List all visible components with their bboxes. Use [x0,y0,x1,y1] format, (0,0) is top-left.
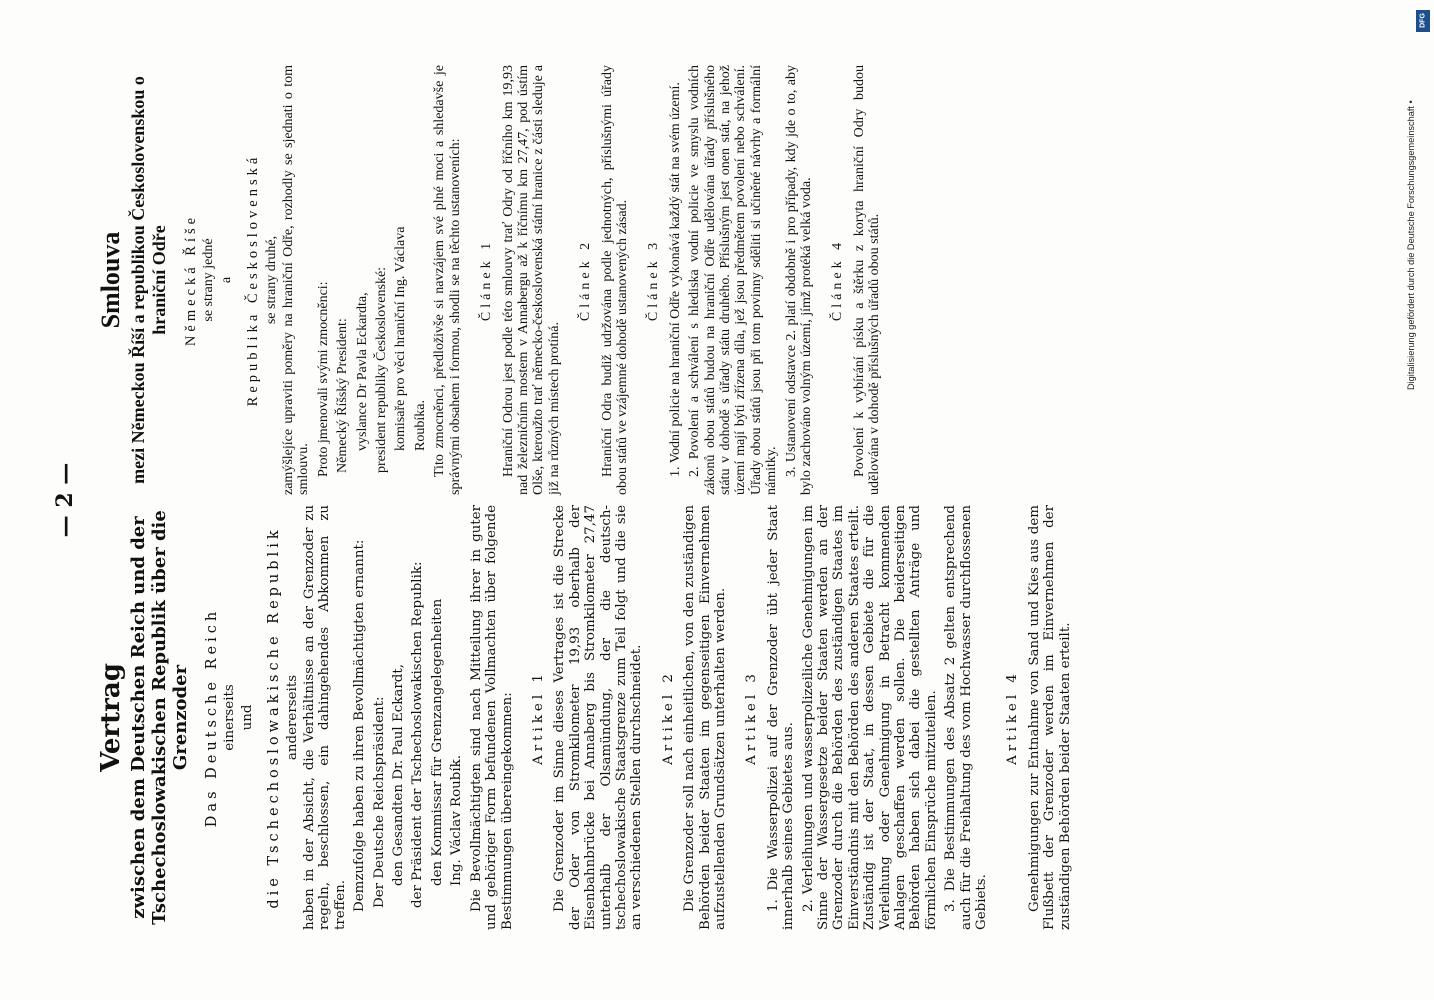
de-title: Vertrag [96,663,126,772]
de-and: und [239,704,255,731]
dfg-logo: DFG [1416,10,1430,32]
cs-article1-text: Hraniční Odrou jest podle této smlouvy trať Odry od říčního km 19,93 nad železničním mostem v Annabergu až k říčnímu km 27,47, pod ústím Olše, kteroužto trať německo-československá státní hranice z části sleduje a již na různých místech protíná. [500,65,562,495]
cs-cs-representative-2: Roubíka. [412,400,428,451]
de-party1-side: einerseits [222,684,238,751]
cs-article3-heading: Článek 3 [646,238,662,322]
cs-article2-text: Hraniční Odra budiž udržována podle jednotných, příslušnými úřady obou států ve vzájemné dohodě ustanovených zásad. [599,65,630,495]
de-subtitle: zwischen dem Deutschen Reich und der Tschechoslowakischen Republik über die Grenzoder [128,510,191,925]
de-reich-president: Der Deutsche Reichspräsident: [371,696,387,908]
de-party1: Das Deutsche Reich [204,607,220,828]
cs-party1: Německá Říše [183,213,199,347]
de-cs-representative-2: Ing. Václav Roubík. [449,754,465,886]
de-article3-para2: 2. Verleihungen und wasserpolizeiliche Genehmigungen im Sinne der Wassergesetze beider Staaten werden an der Grenzoder durch die Behörden des zuständigen Staates im Einverständnis mit den Behörden des anderen Staates erteilt. Zuständig ist der Staat, in dessen Gebiete die für die Verleihung oder Genehmigung in Betracht kommenden Anlagen geschaffen werden sollen. Die beiderseitigen Behörden haben sich dabei die gestellten Anträge und förmlichen Einsprüche mitzuteilen. [800,505,939,930]
de-article2-heading: Artikel 2 [660,670,676,765]
de-reich-representative: den Gesandten Dr. Paul Eckardt, [391,664,407,886]
de-article1-heading: Artikel 1 [530,670,546,765]
de-article3-para1: 1. Die Wasserpolizei auf der Grenzoder übt jeder Staat innerhalb seines Gebietes aus. [765,505,797,930]
cs-article3-para3: 3. Ustanovení odstavce 2. platí obdobně i pro případy, kdy jde o to, aby bylo zachováno volným území, jímž protéká velká voda. [783,65,814,495]
cs-party1-side: se strany jedné [201,238,217,322]
de-article2-text: Die Grenzoder soll nach einheitlichen, von den zuständigen Behörden beider Staaten im gegenseitigen Einvernehmen aufzustellenden Grundsätzen unterhalten werden. [682,505,728,930]
cs-reich-president: Německý Říšský President: [335,318,351,473]
cs-article3-para1: 1. Vodní policie na hraniční Odře vykonává každý stát na svém území. [667,82,683,477]
cs-title: Smlouva [96,231,125,329]
cs-intro: zamýšlejíce upraviti poměry na hraniční Odře, rozhodly se sjednati o tom smlouvu. [281,65,312,495]
cs-cs-president: president republiky Československé: [374,266,390,473]
cs-proto: Proto jmenovali svými zmocněnci: [315,281,331,477]
de-demzufolge: Demzufolge haben zu ihren Bevollmächtigten ernannt: [352,539,368,912]
cs-article2-heading: Článek 2 [578,238,594,322]
cs-reich-representative: vyslance Dr Pavla Eckardta, [354,292,370,451]
cs-zmocnenci: Tito zmocněnci, předloživše si navzájem své plné moci a shledavše je správnými obsahem i formou, shodli se na těchto ustanoveních: [432,65,463,495]
cs-article3-para2: 2. Povolení a schválení s hlediska vodní policie ve smyslu vodních zákonů obou států budou na hraniční Odře udělována úřady příslušného státu v dohodě s úřady státu druhého. Příslušným jest onen stát, na jehož území mají býti zřízena díla, jež jsou předmětem povolení nebo schválení. Úřady obou států jsou při tom povinny sděliti si učiněné návrhy a formální námitky. [687,65,780,495]
de-cs-president: der Präsident der Tschechoslowakischen Republik: [410,561,426,908]
de-bevollmaechtigte: Die Bevollmächtigten sind nach Mitteilung ihrer in guter und gehöriger Form befundenen Vollmachten über folgende Bestimmungen übereingekommen: [468,505,515,930]
cs-article1-heading: Článek 1 [479,238,495,322]
de-cs-representative-1: den Kommissar für Grenzangelegenheiten [429,598,445,886]
cs-article4-heading: Článek 4 [830,238,846,322]
de-article4-text: Genehmigungen zur Entnahme von Sand und Kies aus dem Flußbett der Grenzoder werden im Einvernehmen der zuständigen Behörden beider Staaten erteilt. [1026,505,1073,930]
digitization-stamp [1402,10,1432,390]
cs-and: a [218,276,234,284]
cs-article4-text: Povolení k vybírání písku a štěrku z koryta hraniční Odry budou udělována v dohodě příslušných úřadů obou států. [851,65,883,495]
de-article3-heading: Artikel 3 [744,670,760,765]
cs-party2-side: se strany druhé, [263,235,279,325]
de-intro: haben in der Absicht, die Verhältnisse an der Grenzoder zu regeln, beschlossen, ein dahingehendes Abkommen zu treffen. [302,505,348,930]
cs-cs-representative-1: komisaře pro věci hraniční Ing. Václava [393,226,409,451]
de-party2: die Tschechoslowakische Republik [266,526,283,909]
stamp-text: Digitalisierung gefördert durch die Deutsche Forschungsgemeinschaft • [1406,100,1416,390]
de-party2-side: andererseits [284,674,300,761]
cs-party2: Republika Československá [245,153,262,407]
german-column [96,505,1294,930]
page-number: — 2 — [52,462,78,538]
cs-subtitle: mezi Německou Říší a republikou Československou o hraniční Odře [128,76,169,484]
de-article1-text: Die Grenzoder im Sinne dieses Vertrages ist die Strecke der Oder von Stromkilometer 19,93 oberhalb der Eisenbahnbrücke bei Annaberg bis Stromkilometer 27,47 unterhalb der Olsamündung, der die deutsch-tschechoslowakische Staatsgrenze zum Teil folgt und die sie an verschiedenen Stellen durchschneidet. [552,505,645,930]
de-article3-para3: 3. Die Bestimmungen des Absatz 2 gelten entsprechend auch für die Freihaltung des vom Hochwasser durchflossenen Gebiets. [943,505,990,930]
czech-column [96,65,1294,495]
de-article4-heading: Artikel 4 [1005,670,1021,765]
